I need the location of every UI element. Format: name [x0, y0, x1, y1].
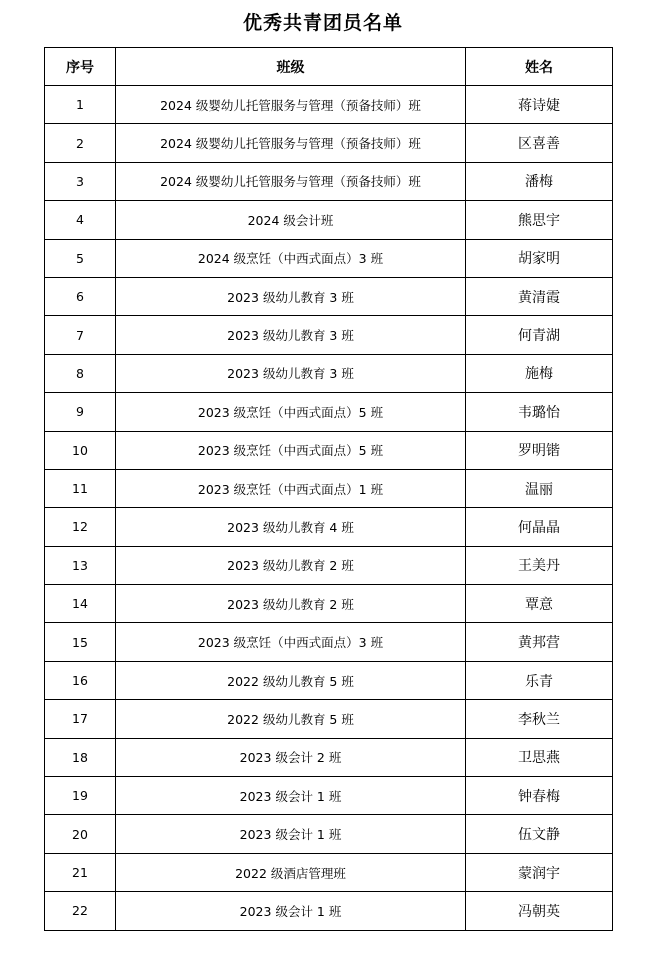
row-name: 韦璐怡 [466, 393, 613, 431]
table-row [45, 853, 613, 891]
row-index: 8 [45, 354, 116, 392]
row-index: 18 [45, 738, 116, 776]
row-index: 13 [45, 546, 116, 584]
member-table [44, 47, 613, 931]
row-index: 20 [45, 815, 116, 853]
row-index: 17 [45, 700, 116, 738]
row-index: 9 [45, 393, 116, 431]
row-class: 2023 级幼儿教育 2 班 [116, 546, 466, 584]
row-index: 12 [45, 508, 116, 546]
table-row [45, 354, 613, 392]
row-class: 2024 级烹饪（中西式面点）3 班 [116, 239, 466, 277]
row-name: 温丽 [466, 469, 613, 507]
row-index: 10 [45, 431, 116, 469]
row-index: 7 [45, 316, 116, 354]
table-row [45, 661, 613, 699]
row-class: 2024 级会计班 [116, 201, 466, 239]
row-name: 覃意 [466, 585, 613, 623]
row-class: 2022 级幼儿教育 5 班 [116, 661, 466, 699]
row-name: 蒙润宇 [466, 853, 613, 891]
table-row [45, 738, 613, 776]
row-class: 2023 级会计 2 班 [116, 738, 466, 776]
row-class: 2023 级烹饪（中西式面点）3 班 [116, 623, 466, 661]
table-row [45, 431, 613, 469]
row-name: 潘梅 [466, 162, 613, 200]
row-class: 2023 级幼儿教育 3 班 [116, 354, 466, 392]
row-class: 2023 级幼儿教育 3 班 [116, 277, 466, 315]
row-index: 11 [45, 469, 116, 507]
row-index: 6 [45, 277, 116, 315]
row-class: 2023 级会计 1 班 [116, 815, 466, 853]
row-index: 5 [45, 239, 116, 277]
row-index: 3 [45, 162, 116, 200]
row-class: 2023 级烹饪（中西式面点）1 班 [116, 469, 466, 507]
row-index: 16 [45, 661, 116, 699]
table-row [45, 124, 613, 162]
header-class: 班级 [116, 48, 466, 86]
row-class: 2023 级会计 1 班 [116, 777, 466, 815]
table-row [45, 393, 613, 431]
table-row [45, 162, 613, 200]
row-index: 21 [45, 853, 116, 891]
row-name: 熊思宇 [466, 201, 613, 239]
row-class: 2022 级幼儿教育 5 班 [116, 700, 466, 738]
table-row [45, 546, 613, 584]
row-name: 胡家明 [466, 239, 613, 277]
row-name: 区喜善 [466, 124, 613, 162]
row-name: 王美丹 [466, 546, 613, 584]
row-class: 2023 级烹饪（中西式面点）5 班 [116, 393, 466, 431]
header-name: 姓名 [466, 48, 613, 86]
row-class: 2023 级幼儿教育 3 班 [116, 316, 466, 354]
row-name: 卫思燕 [466, 738, 613, 776]
row-class: 2023 级会计 1 班 [116, 892, 466, 930]
row-class: 2022 级酒店管理班 [116, 853, 466, 891]
row-name: 乐青 [466, 661, 613, 699]
row-index: 4 [45, 201, 116, 239]
page-title: 优秀共青团员名单 [242, 12, 403, 34]
table-row [45, 277, 613, 315]
table-header-row [45, 48, 613, 86]
row-name: 施梅 [466, 354, 613, 392]
table-row [45, 700, 613, 738]
table-row [45, 585, 613, 623]
row-class: 2023 级烹饪（中西式面点）5 班 [116, 431, 466, 469]
table-row [45, 623, 613, 661]
table-row [45, 777, 613, 815]
row-index: 22 [45, 892, 116, 930]
row-name: 黄清霞 [466, 277, 613, 315]
row-name: 伍文静 [466, 815, 613, 853]
row-index: 15 [45, 623, 116, 661]
table-row [45, 201, 613, 239]
row-name: 黄邦营 [466, 623, 613, 661]
table-row [45, 86, 613, 124]
row-class: 2024 级婴幼儿托管服务与管理（预备技师）班 [116, 162, 466, 200]
row-name: 罗明锴 [466, 431, 613, 469]
row-name: 冯朝英 [466, 892, 613, 930]
row-name: 何青湖 [466, 316, 613, 354]
table-row [45, 892, 613, 930]
table-row [45, 508, 613, 546]
table-row [45, 815, 613, 853]
row-name: 李秋兰 [466, 700, 613, 738]
table-body [45, 86, 613, 931]
header-index: 序号 [45, 48, 116, 86]
table-row [45, 239, 613, 277]
row-index: 1 [45, 86, 116, 124]
table-row [45, 316, 613, 354]
row-class: 2024 级婴幼儿托管服务与管理（预备技师）班 [116, 86, 466, 124]
row-index: 2 [45, 124, 116, 162]
row-name: 钟春梅 [466, 777, 613, 815]
row-name: 何晶晶 [466, 508, 613, 546]
row-index: 19 [45, 777, 116, 815]
row-class: 2024 级婴幼儿托管服务与管理（预备技师）班 [116, 124, 466, 162]
row-name: 蒋诗婕 [466, 86, 613, 124]
row-class: 2023 级幼儿教育 4 班 [116, 508, 466, 546]
row-class: 2023 级幼儿教育 2 班 [116, 585, 466, 623]
table-row [45, 469, 613, 507]
row-index: 14 [45, 585, 116, 623]
